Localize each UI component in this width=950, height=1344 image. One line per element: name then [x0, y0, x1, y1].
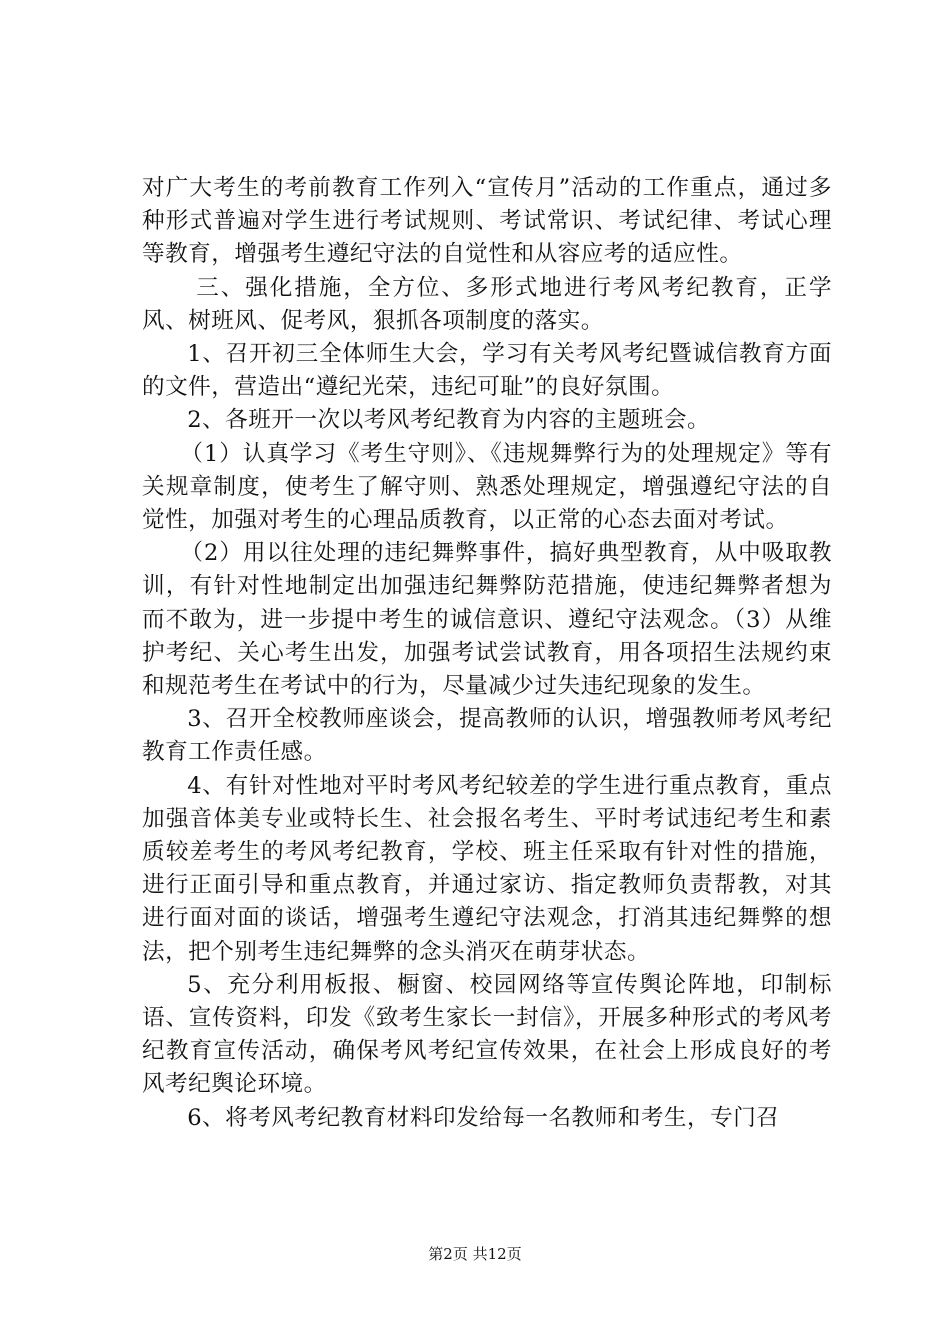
paragraph-subitem-1: （1）认真学习《考生守则》、《违规舞弊行为的处理规定》等有关规章制度，使考生了解守则、熟悉处理规定，增强遵纪守法的自觉性，加强对考生的心理品质教育，以正常的心态去面对考试。 [142, 440, 832, 534]
document-body [142, 172, 832, 1135]
paragraph-item-5: 5、充分利用板报、橱窗、校园网络等宣传舆论阵地，印制标语、宣传资料，印发《致考生家长一封信》，开展多种形式的考风考纪教育宣传活动，确保考风考纪宣传效果，在社会上形成良好的考风考纪舆论环境。 [142, 971, 832, 1098]
paragraph-subitem-2-3: （2）用以往处理的违纪舞弊事件，搞好典型教育，从中吸取教训，有针对性地制定出加强违纪舞弊防范措施，使违纪舞弊者想为而不敢为，进一步提中考生的诚信意识、遵纪守法观念。（3）从维护考纪、关心考生出发，加强考试尝试教育，用各项招生法规约束和规范考生在考试中的行为，尽量减少过失违纪现象的发生。 [142, 540, 832, 700]
paragraph-item-4: 4、有针对性地对平时考风考纪较差的学生进行重点教育，重点加强音体美专业或特长生、社会报名考生、平时考试违纪考生和素质较差考生的考风考纪教育，学校、班主任采取有针对性的措施，进行正面引导和重点教育，并通过家访、指定教师负责帮教，对其进行面对面的谈话，增强考生遵纪守法观念，打消其违纪舞弊的想法，把个别考生违纪舞弊的念头消灭在萌芽状态。 [142, 772, 832, 965]
paragraph-item-1: 1、召开初三全体师生大会，学习有关考风考纪暨诚信教育方面的文件，营造出“遵纪光荣，违纪可耻”的良好氛围。 [142, 341, 832, 401]
page-number-footer: 第2页 共12页 [428, 1245, 522, 1263]
paragraph-item-6: 6、将考风考纪教育材料印发给每一名教师和考生，专门召 [187, 1104, 780, 1131]
paragraph-item-3: 3、召开全校教师座谈会，提高教师的认识，增强教师考风考纪教育工作责任感。 [142, 706, 832, 766]
paragraph-item-2: 2、各班开一次以考风考纪教育为内容的主题班会。 [187, 407, 711, 434]
paragraph-continuation: 对广大考生的考前教育工作列入“宣传月”活动的工作重点，通过多种形式普遍对学生进行考试规则、考试常识、考试纪律、考试心理等教育，增强考生遵纪守法的自觉性和从容应考的适应性。 [142, 175, 832, 268]
paragraph-section-three: 三、强化措施，全方位、多形式地进行考风考纪教育，正学风、树班风、促考风，狠抓各项制度的落实。 [142, 274, 832, 334]
